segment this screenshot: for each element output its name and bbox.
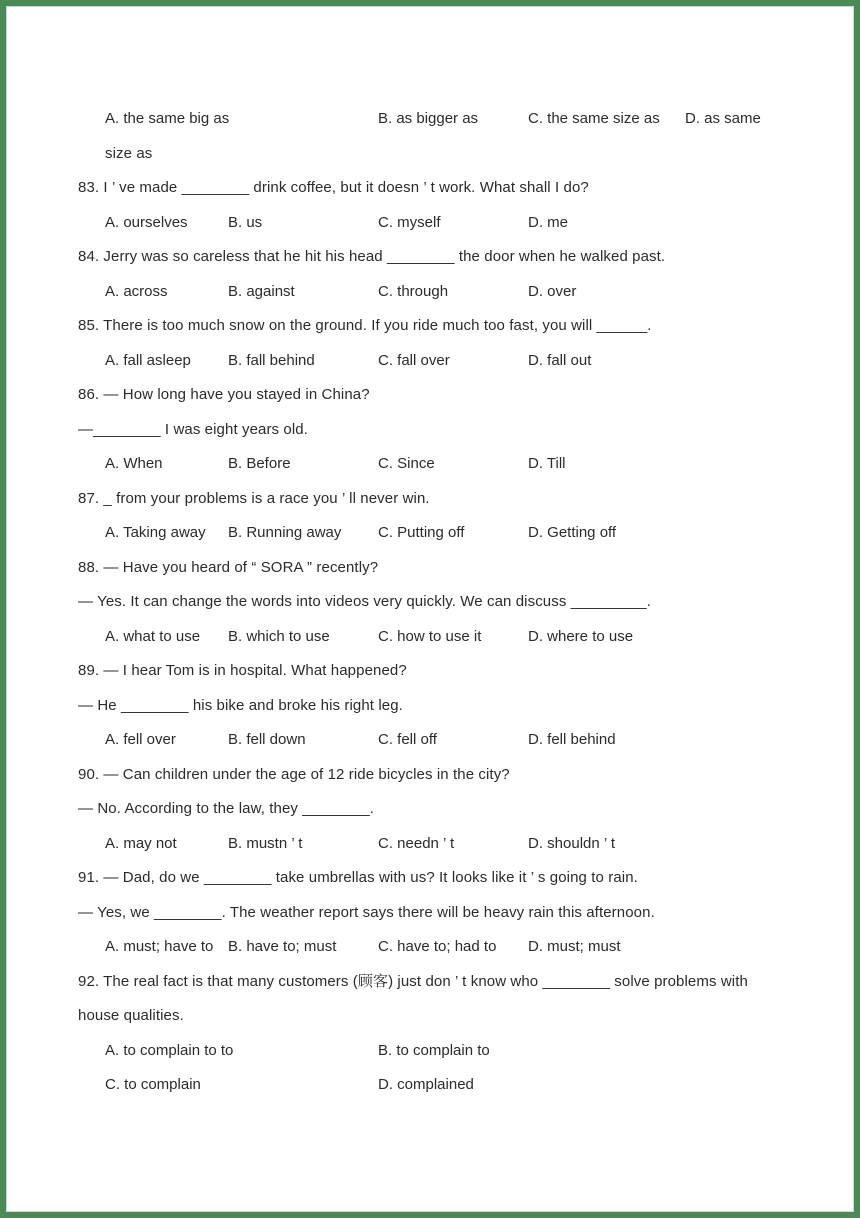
q82-option-c: C. the same size as [528,110,660,127]
q82-option-a: A. the same big as [105,110,230,127]
q91-option-c: C. have to; had to [378,938,497,955]
q83-option-b: B. us [228,214,263,231]
q83-option-c: C. myself [378,214,441,231]
q91-option-b: B. have to; must [228,938,337,955]
q90-option-b: B. mustn ’ t [228,835,303,852]
q91-option-d: D. must; must [528,938,621,955]
q92-option-b: B. to complain to [378,1042,490,1059]
q92-option-c: C. to complain [105,1076,201,1093]
q84-option-a: A. across [105,283,168,300]
q85-option-c: C. fall over [378,352,450,369]
q86-option-d: D. Till [528,455,566,472]
q87-option-a: A. Taking away [105,524,206,541]
q86-reply: —________ I was eight years old. [78,421,309,438]
q89-option-b: B. fell down [228,731,306,748]
q86-option-b: B. Before [228,455,291,472]
q84-stem: 84. Jerry was so careless that he hit his head ________ the door when he walked past. [78,248,666,265]
q89-reply: — He ________ his bike and broke his right leg. [78,697,403,714]
q87-option-d: D. Getting off [528,524,617,541]
q89-option-a: A. fell over [105,731,176,748]
q82-option-d: D. as same [685,110,761,127]
q88-option-c: C. how to use it [378,628,482,645]
q87-option-c: C. Putting off [378,524,465,541]
q85-option-d: D. fall out [528,352,592,369]
q83-option-a: A. ourselves [105,214,188,231]
q88-option-d: D. where to use [528,628,634,645]
q83-option-d: D. me [528,214,569,231]
q86-option-a: A. When [105,455,163,472]
q88-stem: 88. — Have you heard of “ SORA ” recently? [78,559,379,576]
q92-stem-wrap: house qualities. [78,1007,184,1024]
q89-stem: 89. — I hear Tom is in hospital. What happened? [78,662,407,679]
q82-option-b: B. as bigger as [378,110,479,127]
q90-reply: — No. According to the law, they ________. [78,800,375,817]
q88-option-b: B. which to use [228,628,330,645]
q90-option-d: D. shouldn ’ t [528,835,615,852]
q91-option-a: A. must; have to [105,938,214,955]
q90-option-a: A. may not [105,835,177,852]
q87-stem: 87. _ from your problems is a race you ’ ll never win. [78,490,430,507]
q92-option-d: D. complained [378,1076,474,1093]
q84-option-d: D. over [528,283,577,300]
q84-option-c: C. through [378,283,449,300]
q92-stem: 92. The real fact is that many customers (顾客) just don ’ t know who ________ solve problems with [78,973,748,990]
q85-option-a: A. fall asleep [105,352,191,369]
q86-stem: 86. — How long have you stayed in China? [78,386,370,403]
q87-option-b: B. Running away [228,524,342,541]
q90-option-c: C. needn ’ t [378,835,455,852]
q85-option-b: B. fall behind [228,352,315,369]
q84-option-b: B. against [228,283,295,300]
q85-stem: 85. There is too much snow on the ground. If you ride much too fast, you will ______. [78,317,652,334]
q89-option-c: C. fell off [378,731,437,748]
q92-option-a: A. to complain to to [105,1042,234,1059]
q89-option-d: D. fell behind [528,731,616,748]
q88-reply: — Yes. It can change the words into videos very quickly. We can discuss _________. [78,593,651,610]
q83-stem: 83. I ’ ve made ________ drink coffee, but it doesn ’ t work. What shall I do? [78,179,589,196]
q88-option-a: A. what to use [105,628,201,645]
q91-stem: 91. — Dad, do we ________ take umbrellas with us? It looks like it ’ s going to rain. [78,869,638,886]
q82-option-d-wrap: size as [105,145,153,162]
q90-stem: 90. — Can children under the age of 12 ride bicycles in the city? [78,766,510,783]
q86-option-c: C. Since [378,455,435,472]
q91-reply: — Yes, we ________. The weather report says there will be heavy rain this afternoon. [78,904,655,921]
